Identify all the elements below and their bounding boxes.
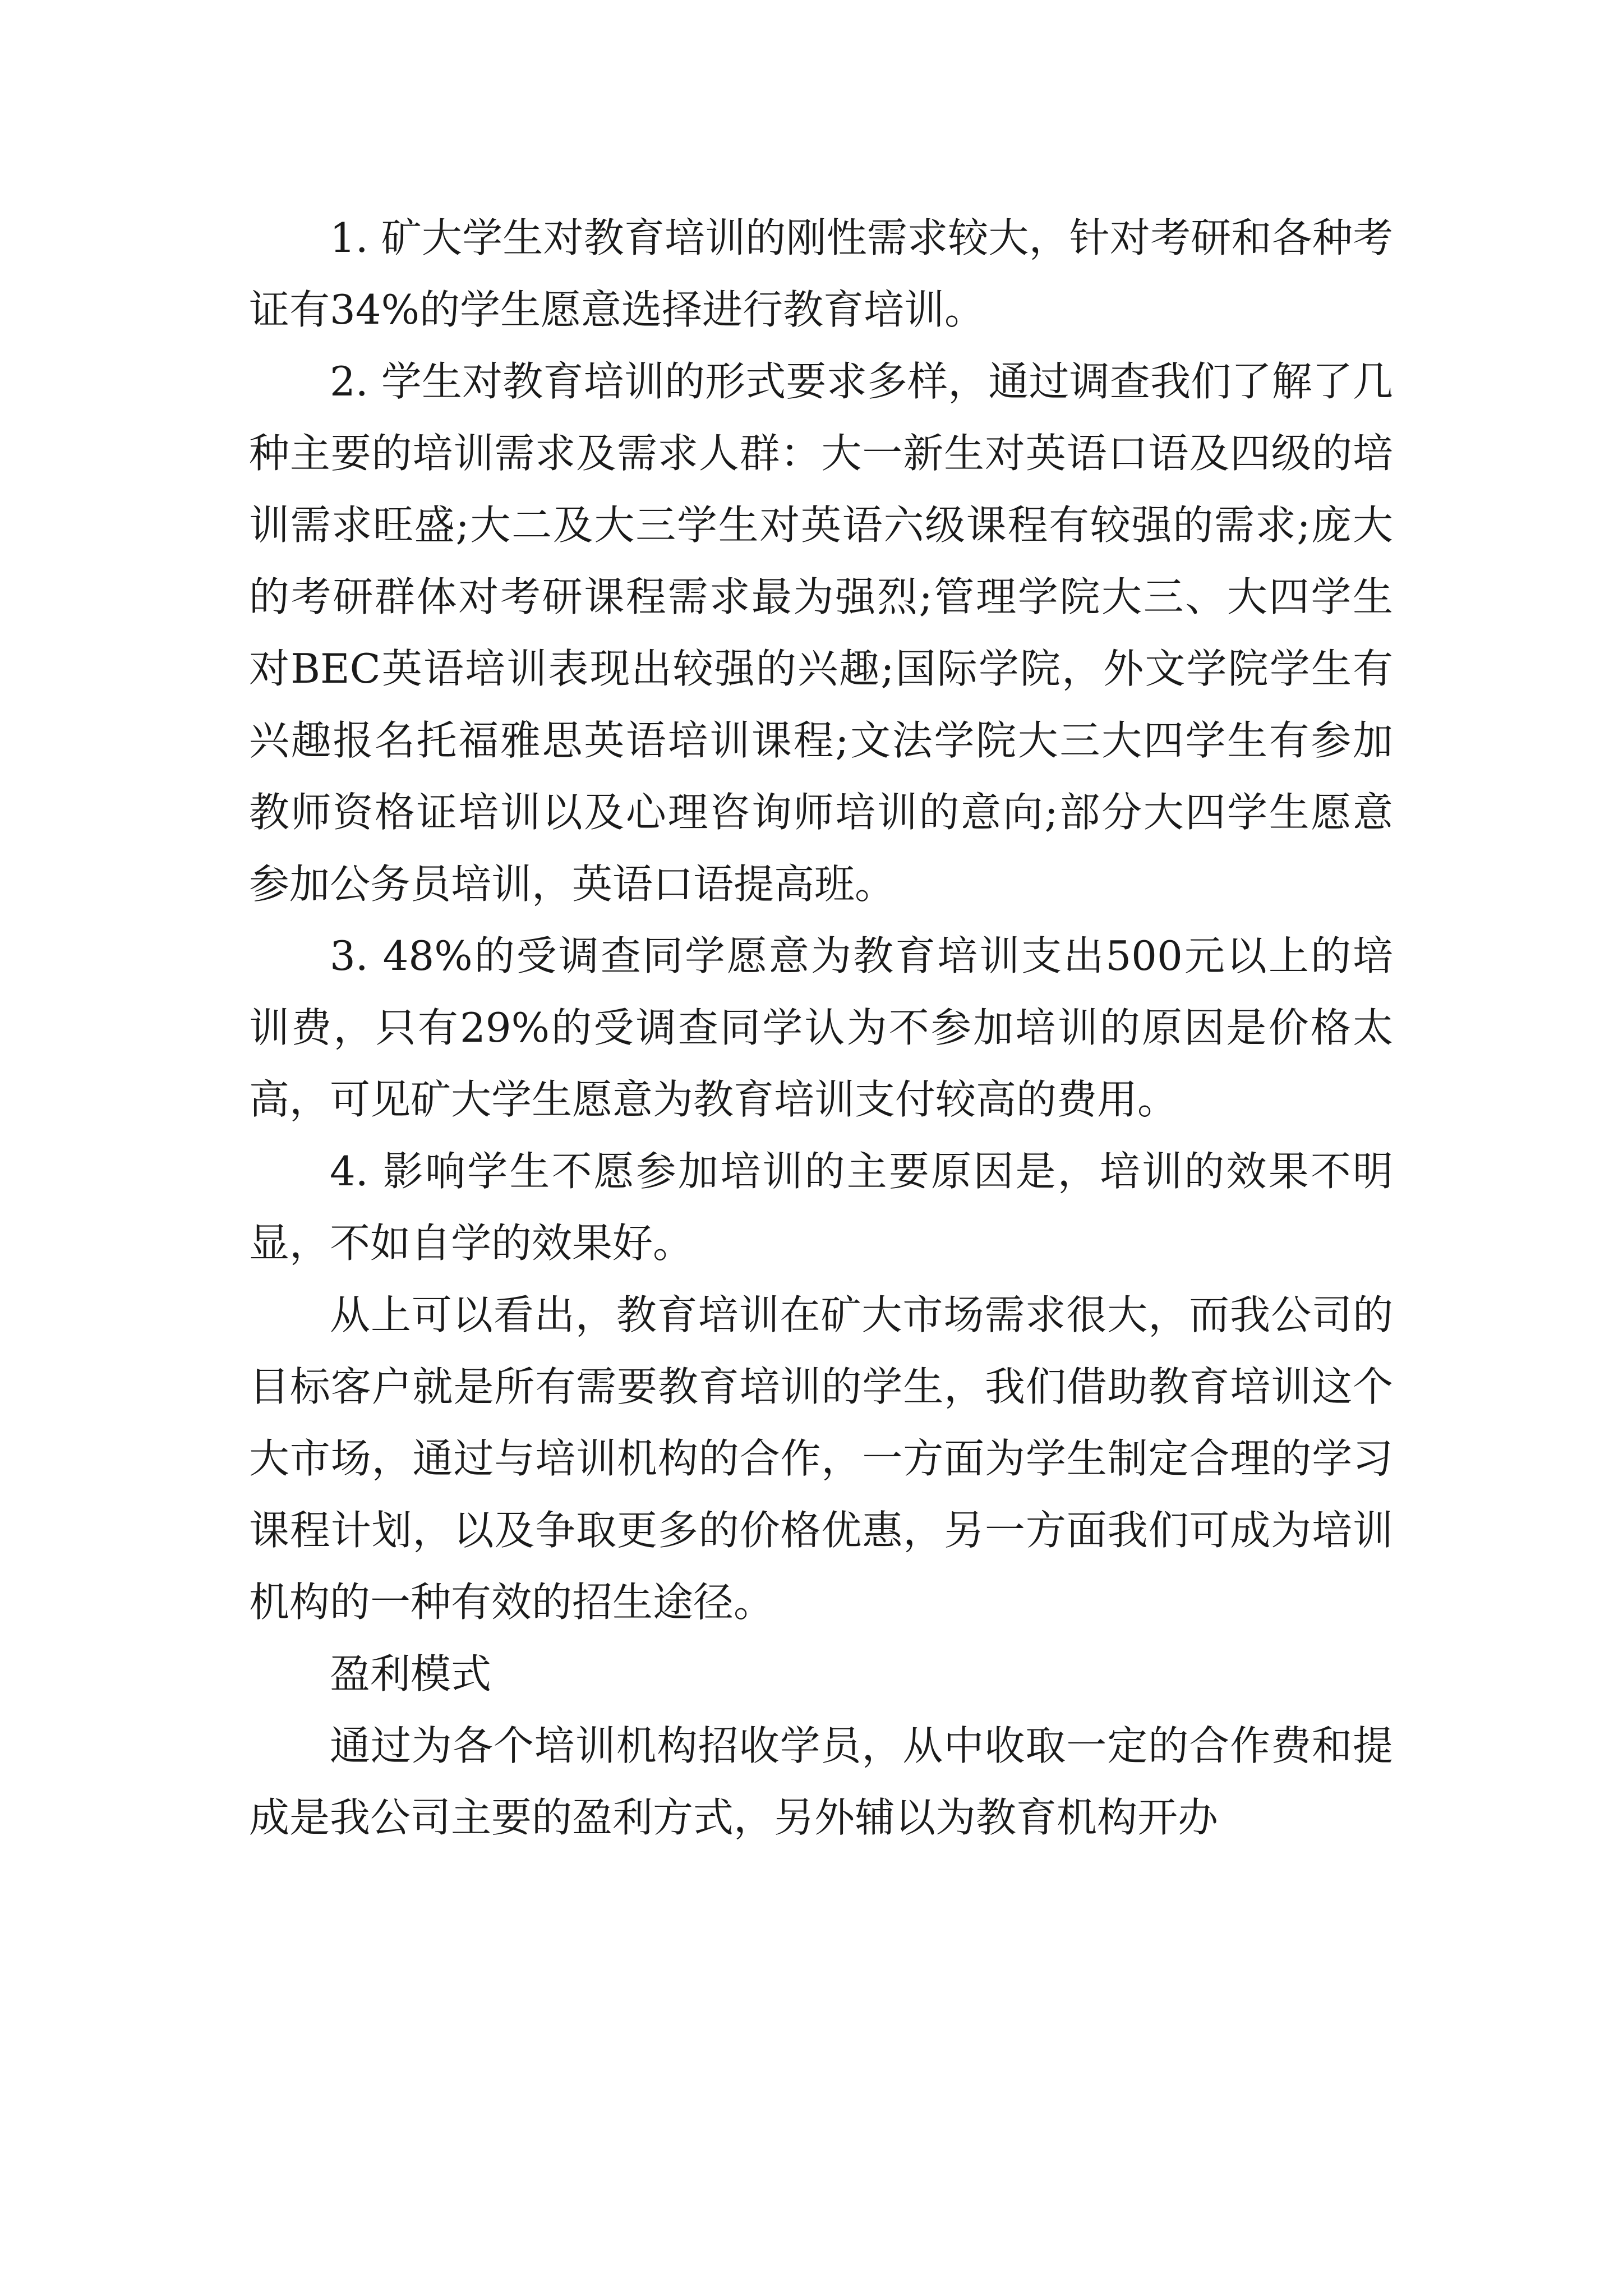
paragraph-item-2: 2. 学生对教育培训的形式要求多样，通过调查我们了解了几种主要的培训需求及需求人群：大一新生对英语口语及四级的培训需求旺盛;大二及大三学生对英语六级课程有较强的需求;庞大的考研群体对考研课程需求最为强烈;管理学院大三、大四学生对BEC英语培训表现出较强的兴趣;国际学院，外文学院学生有兴趣报名托福雅思英语培训课程;文法学院大三大四学生有参加教师资格证培训以及心理咨询师培训的意向;部分大四学生愿意参加公务员培训，英语口语提高班。 xyxy=(249,358,1393,908)
paragraph-summary: 从上可以看出，教育培训在矿大市场需求很大，而我公司的目标客户就是所有需要教育培训的学生，我们借助教育培训这个大市场，通过与培训机构的合作，一方面为学生制定合理的学习课程计划，以及争取更多的价格优惠，另一方面我们可成为培训机构的一种有效的招生途径。 xyxy=(249,1291,1393,1626)
paragraph-item-3: 3. 48%的受调查同学愿意为教育培训支出500元以上的培训费，只有29%的受调查同学认为不参加培训的原因是价格太高，可见矿大学生愿意为教育培训支付较高的费用。 xyxy=(249,932,1393,1123)
paragraph-profit-model: 通过为各个培训机构招收学员，从中收取一定的合作费和提成是我公司主要的盈利方式，另外辅以为教育机构开办 xyxy=(249,1722,1393,1841)
document-body xyxy=(249,202,1393,1853)
paragraph-item-1: 1. 矿大学生对教育培训的刚性需求较大，针对考研和各种考证有34%的学生愿意选择进行教育培训。 xyxy=(249,214,1393,333)
section-heading: 盈利模式 xyxy=(330,1650,492,1697)
paragraph-item-4: 4. 影响学生不愿参加培训的主要原因是，培训的效果不明显，不如自学的效果好。 xyxy=(249,1148,1393,1267)
